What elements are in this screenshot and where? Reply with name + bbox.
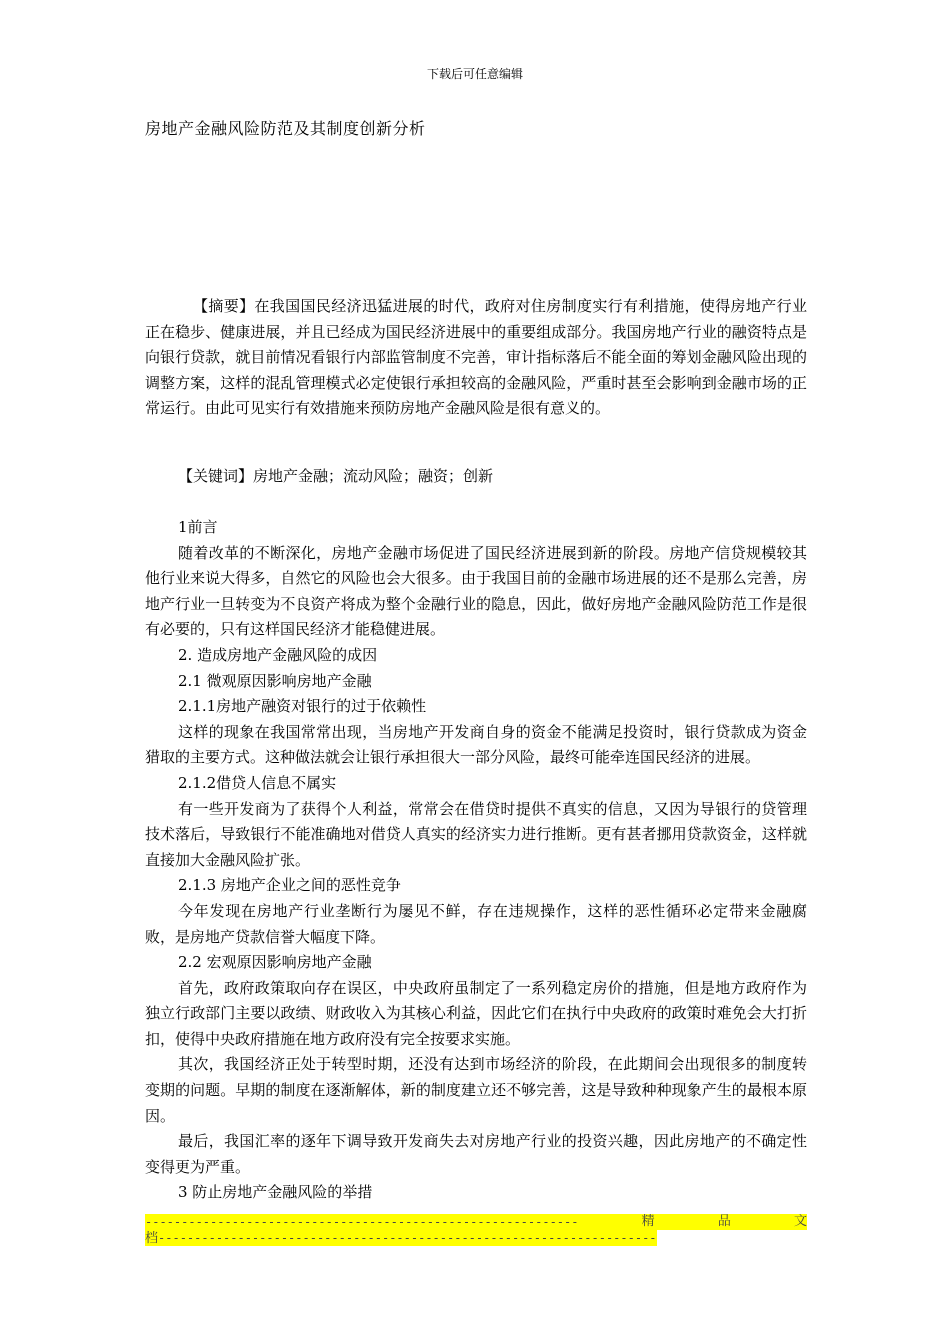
section-heading-causes: 2. 造成房地产金融风险的成因 [178,645,378,664]
footer-char-2: 品 [717,1214,731,1229]
footer-dashes-left: ------------------------------------------------------------ [145,1215,579,1229]
abstract-section [145,294,807,422]
footer-row-bottom [145,1230,657,1246]
abstract-paragraph: 【摘要】在我国国民经济迅猛进展的时代，政府对住房制度实行有利措施，使得房地产行业正在稳步、健康进展，并且已经成为国民经济进展中的重要组成部分。我国房地产行业的融资特点是向银行贷款，就目前情况看银行内部监管制度不完善，审计指标落后不能全面的筹划金融风险出现的调整方案，这样的混乱管理模式必定使银行承担较高的金融风险，严重时甚至会影响到金融市场的正常运行。由此可见实行有效措施来预防房地产金融风险是很有意义的。 [145,297,807,418]
body-section [145,515,807,1206]
paragraph-macro-last: 最后，我国汇率的逐年下调导致开发商失去对房地产行业的投资兴趣，因此房地产的不确定性变得更为严重。 [145,1132,807,1176]
footer-watermark-band [145,1214,807,1246]
paragraph-competition: 今年发现在房地产行业垄断行为屡见不鲜，存在违规操作，这样的恶性循环必定带来金融腐败，是房地产贷款信誉大幅度下降。 [145,901,807,946]
paragraph-intro: 随着改革的不断深化，房地产金融市场促进了国民经济进展到新的阶段。房地产信贷规模较其他行业来说大得多，自然它的风险也会大很多。由于我国目前的金融市场进展的还不是那么完善，房地产行业一旦转变为不良资产将成为整个金融行业的隐息，因此，做好房地产金融风险防范工作是很有必要的，只有这样国民经济才能稳健进展。 [145,543,807,639]
section-heading-intro: 1前言 [178,518,218,536]
keywords-line: 【关键词】房地产金融；流动风险；融资；创新 [178,467,494,485]
section-heading-measures: 3 防止房地产金融风险的举措 [178,1183,373,1202]
footer-char-4: 档 [145,1231,159,1246]
paragraph-borrower-info: 有一些开发商为了获得个人利益，常常会在借贷时提供不真实的信息，又因为导银行的贷管理技术落后，导致银行不能准确地对借贷人真实的经济实力进行推断。更有甚者挪用贷款资金，这样就直接加大金融风险扩张。 [145,799,807,869]
footer-row-top [145,1214,807,1230]
paragraph-macro-first: 首先，政府政策取向存在误区，中央政府虽制定了一系列稳定房价的措施，但是地方政府作为独立行政部门主要以政绩、财政收入为其核心利益，因此它们在执行中央政府的政策时难免会大打折扣，使得中央政府措施在地方政府没有完全按要求实施。 [145,978,807,1048]
subsection-heading-micro: 2.1 微观原因影响房地产金融 [178,671,372,690]
subsubsection-heading-bank-dependence: 2.1.1房地产融资对银行的过于依赖性 [178,697,427,716]
footer-char-1: 精 [641,1214,655,1229]
footer-dashes-right: --------------------------------------------------------------------- [158,1231,657,1245]
subsubsection-heading-competition: 2.1.3 房地产企业之间的恶性竞争 [178,876,401,895]
paragraph-bank-dependence: 这样的现象在我国常常出现，当房地产开发商自身的资金不能满足投资时，银行贷款成为资金猎取的主要方式。这种做法就会让银行承担很大一部分风险，最终可能牵连国民经济的进展。 [145,722,807,767]
paragraph-macro-second: 其次，我国经济正处于转型时期，还没有达到市场经济的阶段，在此期间会出现很多的制度转变期的问题。早期的制度在逐渐解体，新的制度建立还不够完善，这是导致种种现象产生的最根本原因。 [145,1055,807,1125]
page-header-note: 下载后可任意编辑 [426,67,523,81]
document-title: 房地产金融风险防范及其制度创新分析 [145,119,426,138]
subsection-heading-macro: 2.2 宏观原因影响房地产金融 [178,953,372,972]
footer-char-3: 文 [793,1214,807,1229]
subsubsection-heading-borrower-info: 2.1.2借贷人信息不属实 [178,773,337,792]
